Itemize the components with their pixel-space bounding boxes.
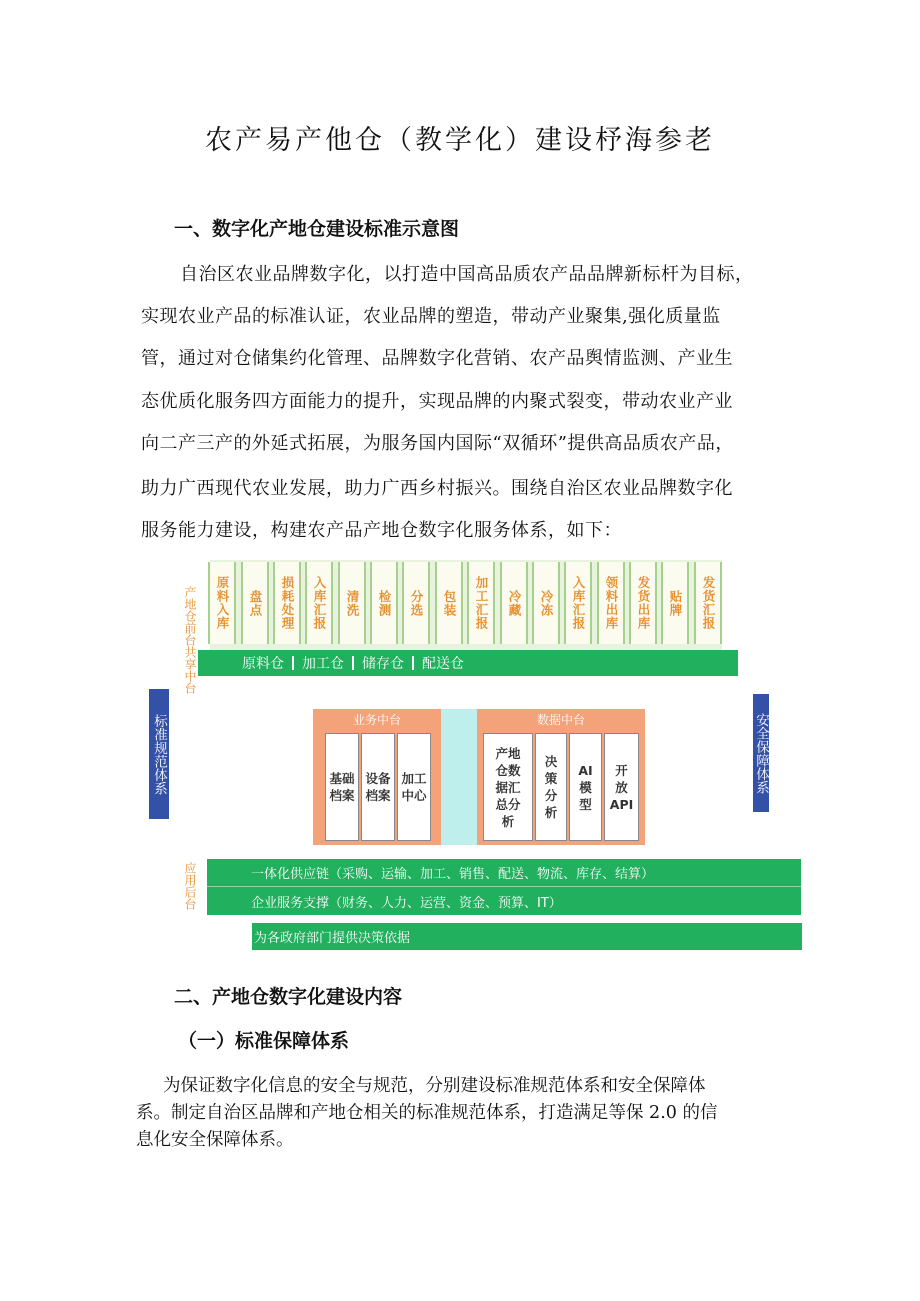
section1-line-3: 管，通过对仓储集约化管理、品牌数字化营销、农产品舆情监测、产业生 — [141, 348, 733, 369]
section2-line-3: 息化安全保障体系。 — [136, 1130, 294, 1150]
data-center — [477, 709, 645, 845]
business-card: 基础档案 — [325, 733, 359, 841]
process-box: 损耗处理 — [273, 562, 301, 644]
business-center-title: 业务中台 — [352, 713, 401, 727]
backend-label: 应用后台 — [183, 862, 197, 910]
data-center-title: 数据中台 — [536, 713, 585, 727]
warehouse-storage: 储存仓 — [362, 656, 404, 672]
process-box: 盘点 — [241, 562, 269, 644]
warehouse-bar — [198, 650, 738, 676]
warehouse-raw: 原料仓 — [242, 656, 284, 672]
process-box: 入库汇报 — [564, 562, 592, 644]
process-box: 发货出库 — [629, 562, 657, 644]
process-box: 领料出库 — [597, 562, 625, 644]
section1-line-5: 向二产三产的外延式拓展，为服务国内国际“双循环”提供高品质农产品， — [141, 433, 734, 454]
separator — [352, 656, 354, 670]
process-box: 包装 — [435, 562, 463, 644]
process-box: 原料入库 — [208, 562, 236, 644]
separator — [292, 656, 294, 670]
data-card: AI模型 — [569, 733, 602, 841]
process-box: 清洗 — [338, 562, 366, 644]
frontend-label: 产地仓前台共享中台 — [183, 586, 197, 694]
business-center — [313, 709, 441, 845]
process-box: 检测 — [370, 562, 398, 644]
process-box: 分选 — [402, 562, 430, 644]
warehouse-distribution: 配送仓 — [422, 656, 464, 672]
enterprise-service-bar: 企业服务支撑（财务、人力、运营、资金、预算、IT） — [207, 887, 801, 915]
data-card: 产地仓数据汇总分析 — [483, 733, 533, 841]
business-card: 加工中心 — [397, 733, 431, 841]
section2-subheading: （一）标准保障体系 — [178, 1030, 350, 1052]
data-card: 开放API — [604, 733, 639, 841]
section1-line-4: 态优质化服务四方面能力的提升，实现品牌的内聚式裂变，带动农业产业 — [141, 391, 733, 412]
security-system-bar: 安全保障体系 — [753, 694, 769, 812]
section2-heading: 二、产地仓数字化建设内容 — [174, 986, 403, 1008]
section1-line-1: 自治区农业品牌数字化，以打造中国高品质农产品品牌新标杆为目标， — [180, 264, 754, 285]
process-box: 贴牌 — [661, 562, 689, 644]
business-card: 设备档案 — [361, 733, 395, 841]
process-box: 加工汇报 — [467, 562, 495, 644]
process-box: 冷藏 — [500, 562, 528, 644]
government-decision-bar: 为各政府部门提供决策依据 — [252, 923, 802, 950]
production-warehouse-diagram — [140, 556, 805, 956]
data-card: 决策分析 — [535, 733, 567, 841]
supply-chain-bar: 一体化供应链（采购、运输、加工、销售、配送、物流、库存、结算） — [207, 859, 801, 887]
process-box: 冷冻 — [532, 562, 560, 644]
section1-line-2: 实现农业产品的标准认证，农业品牌的塑造，带动产业聚集,强化质量监 — [141, 306, 721, 327]
section1-heading: 一、数字化产地仓建设标准示意图 — [174, 218, 460, 240]
process-box: 入库汇报 — [305, 562, 333, 644]
section1-line-6: 助力广西现代农业发展，助力广西乡村振兴。围绕自治区农业品牌数字化 — [141, 478, 733, 499]
document-title: 农产易产他仓（教学化）建设杼海参老 — [205, 125, 715, 156]
section2-line-1: 为保证数字化信息的安全与规范，分别建设标准规范体系和安全保障体 — [163, 1076, 706, 1096]
process-box: 发货汇报 — [694, 562, 722, 644]
warehouse-processing: 加工仓 — [302, 656, 344, 672]
standards-system-bar: 标准规范体系 — [149, 689, 169, 819]
section2-line-2: 系。制定自治区品牌和产地仓相关的标准规范体系，打造满足等保 2.0 的信 — [136, 1103, 718, 1123]
section1-line-7: 服务能力建设，构建农产品产地仓数字化服务体系，如下： — [141, 520, 622, 541]
separator — [412, 656, 414, 670]
